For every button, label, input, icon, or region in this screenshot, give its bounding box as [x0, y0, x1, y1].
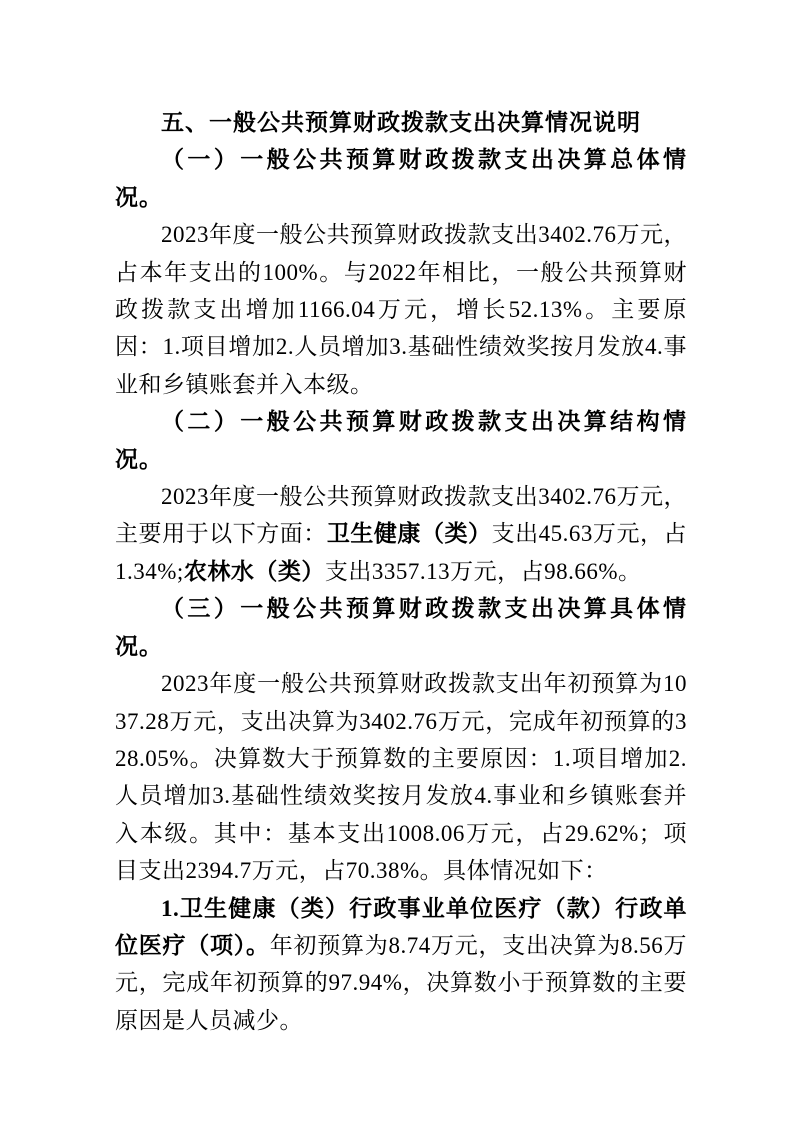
subsection-3-heading: （三）一般公共预算财政拨款支出决算具体情况。: [115, 596, 687, 659]
text-segment: 支出45.63万元，占1.34%;: [115, 521, 688, 584]
text-segment: 支出3357.13万元，占98.66%。: [324, 558, 642, 584]
category-health-label: 卫生健康（类）: [326, 521, 492, 547]
subsection-1-heading: （一）一般公共预算财政拨款支出决算总体情况。: [115, 147, 687, 210]
document-content: [115, 104, 687, 1039]
text-segment: 2023年度一般公共预算财政拨款支出3402.76万元，主要用于以下方面：: [115, 484, 687, 547]
subsection-3-paragraph: 2023年度一般公共预算财政拨款支出年初预算为1037.28万元，支出决算为3402.76万元，完成年初预算的328.05%。决算数大于预算数的主要原因：1.项目增加2.人员增加3.基础性绩效奖按月发放4.事业和乡镇账套并入本级。其中：基本支出1008.06万元，占29.62%；项目支出2394.7万元，占70.38%。具体情况如下：: [115, 671, 687, 884]
subsection-1-paragraph: 2023年度一般公共预算财政拨款支出3402.76万元，占本年支出的100%。与2022年相比，一般公共预算财政拨款支出增加1166.04万元，增长52.13%。主要原因：1.项目增加2.人员增加3.基础性绩效奖按月发放4.事业和乡镇账套并入本级。: [115, 222, 687, 397]
subsection-2-paragraph: [115, 478, 687, 590]
item-1-title: 1.卫生健康（类）行政事业单位医疗（款）行政单位医疗（项）。: [115, 895, 687, 958]
item-1-text: 年初预算为8.74万元，支出决算为8.56万元，完成年初预算的97.94%，决算数小于预算数的主要原因是人员减少。: [115, 932, 687, 1033]
category-agriculture-label: 农林水（类）: [183, 558, 325, 584]
subsection-2-heading: （二）一般公共预算财政拨款支出决算结构情况。: [115, 409, 687, 472]
section-title: 五、一般公共预算财政拨款支出决算情况说明: [161, 109, 641, 135]
item-1-paragraph: [115, 890, 687, 1040]
